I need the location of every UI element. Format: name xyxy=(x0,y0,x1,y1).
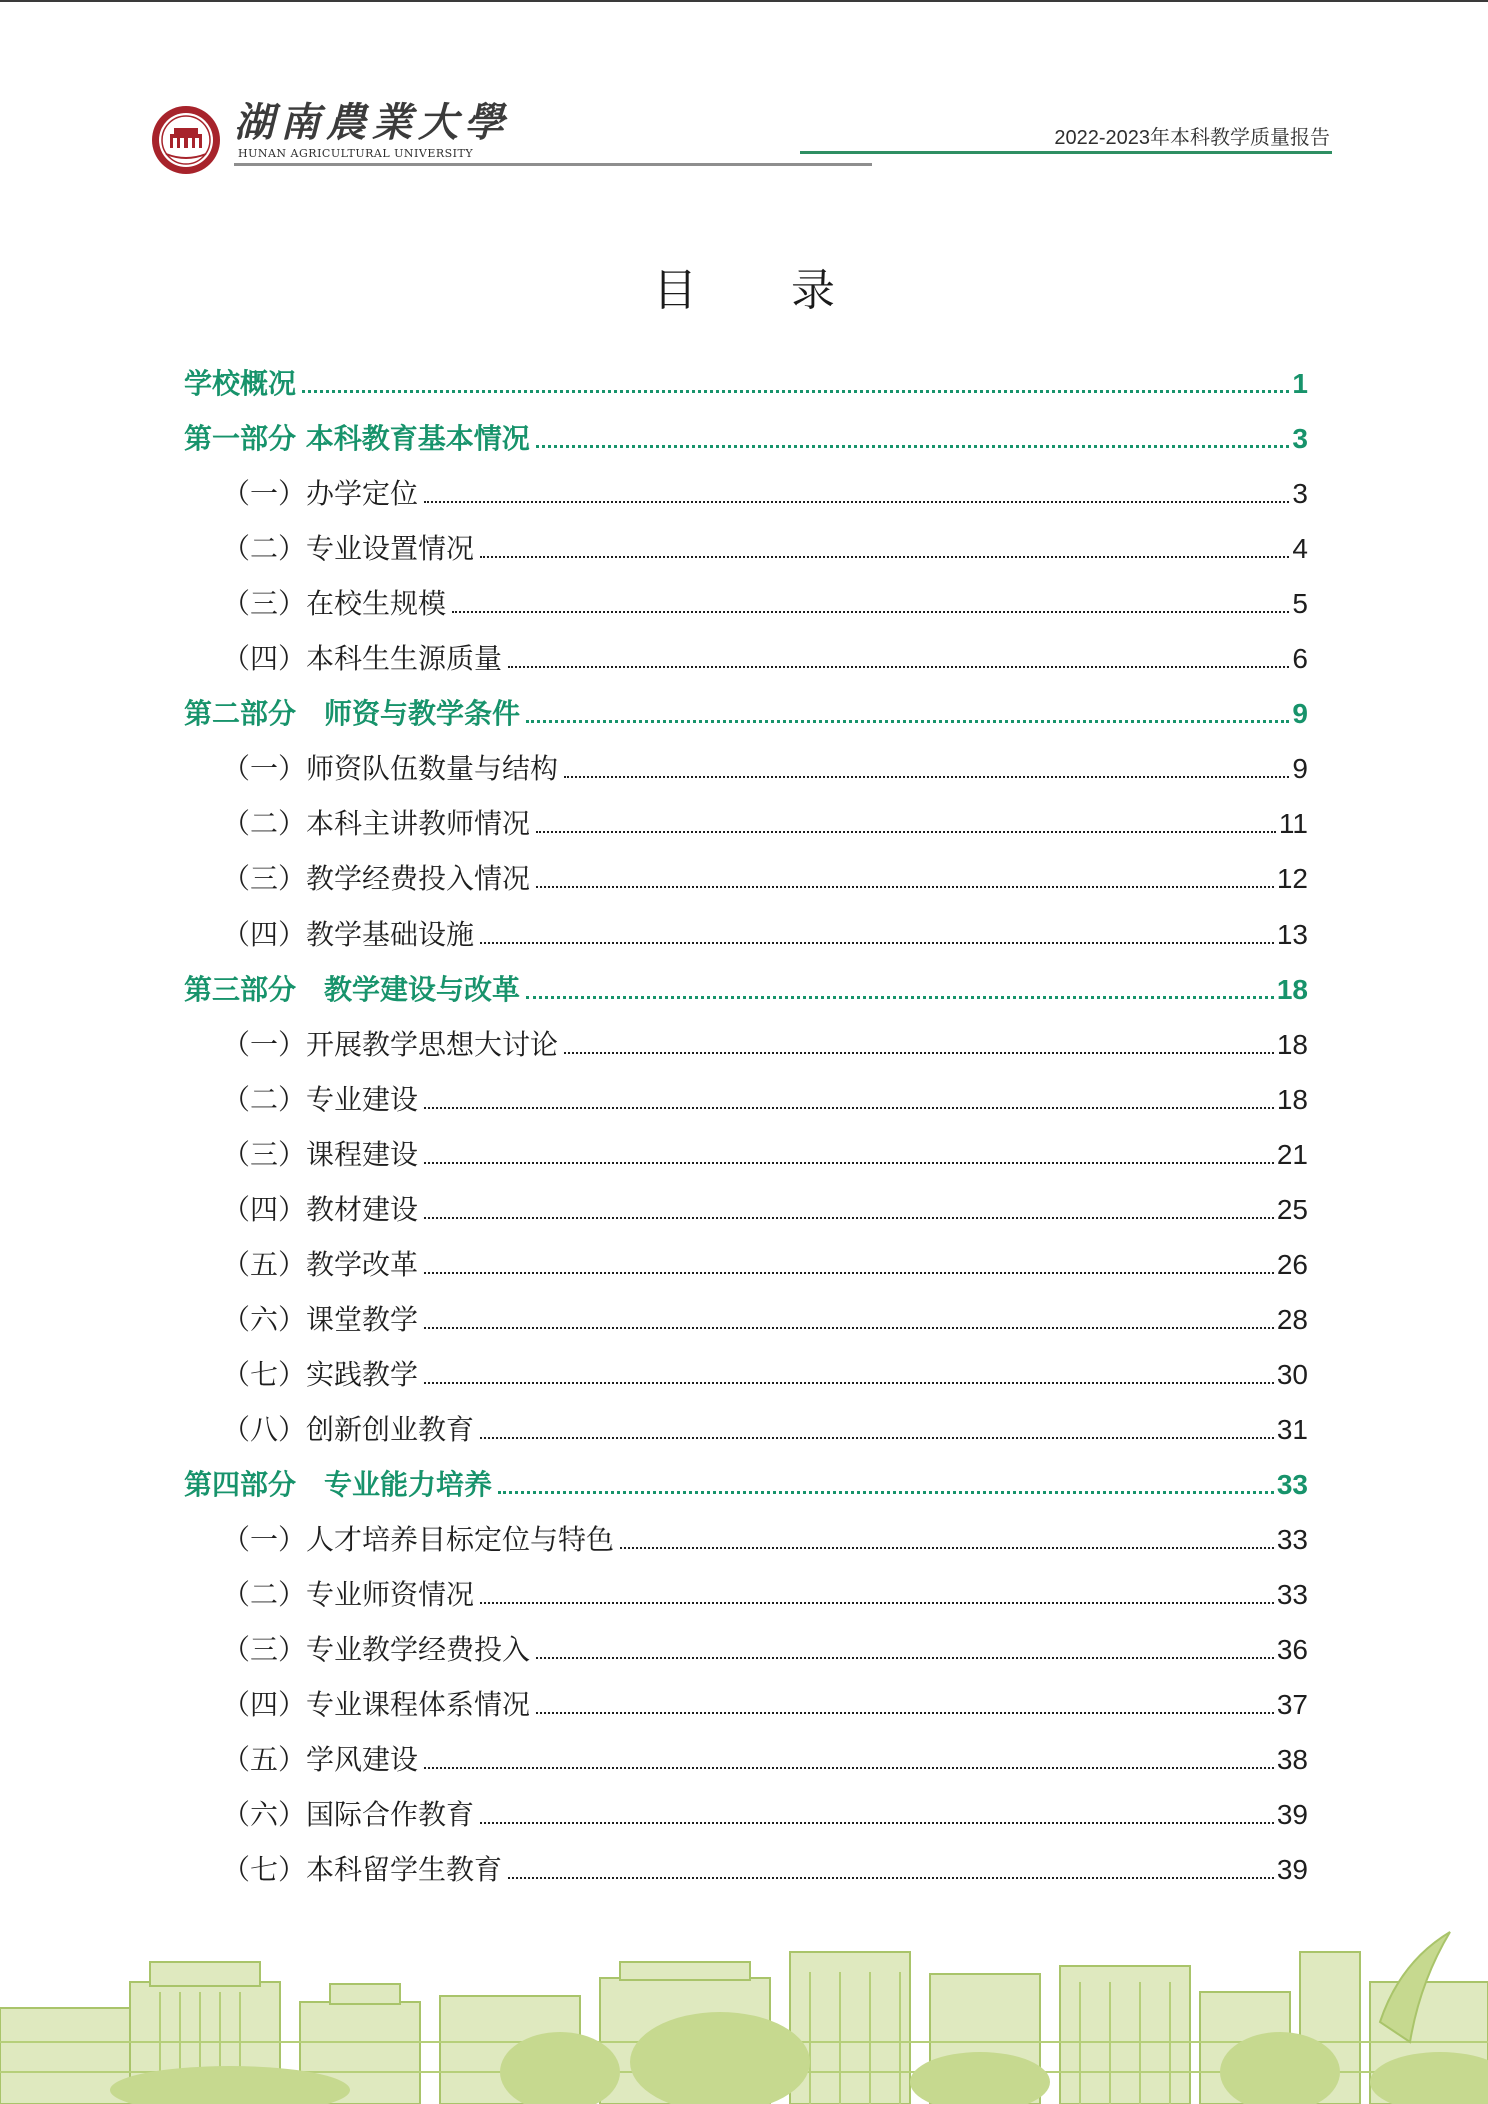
toc-page-number: 33 xyxy=(1276,1469,1308,1500)
toc-subsection-entry[interactable] xyxy=(222,802,1308,842)
toc-page-number: 4 xyxy=(1292,533,1308,564)
toc-subsection-entry[interactable] xyxy=(222,527,1308,567)
toc-page-number: 13 xyxy=(1276,919,1308,950)
toc-entry-label: （五）教学改革 xyxy=(222,1248,419,1281)
toc-entry-label: （二）本科主讲教师情况 xyxy=(222,807,531,840)
toc-page-number: 12 xyxy=(1276,863,1308,894)
toc-dot-leader xyxy=(424,1107,1274,1109)
toc-entry-label: （六）课堂教学 xyxy=(222,1303,419,1336)
toc-subsection-entry[interactable] xyxy=(222,1133,1308,1173)
toc-dot-leader xyxy=(564,776,1289,778)
toc-subsection-entry[interactable] xyxy=(222,1628,1308,1668)
toc-subsection-entry[interactable] xyxy=(222,1518,1308,1558)
toc-subsection-entry[interactable] xyxy=(222,472,1308,512)
toc-page-number: 39 xyxy=(1276,1799,1308,1830)
toc-subsection-entry[interactable] xyxy=(222,582,1308,622)
toc-entry-label: （三）教学经费投入情况 xyxy=(222,862,531,895)
toc-dot-leader xyxy=(620,1547,1274,1549)
toc-dot-leader xyxy=(302,390,1289,393)
toc-dot-leader xyxy=(424,1272,1274,1274)
toc-page-number: 37 xyxy=(1276,1689,1308,1720)
toc-page-number: 38 xyxy=(1276,1744,1308,1775)
toc-subsection-entry[interactable] xyxy=(222,637,1308,677)
toc-dot-leader xyxy=(526,720,1289,723)
toc-section-entry[interactable] xyxy=(184,968,1308,1008)
toc-dot-leader xyxy=(536,1712,1274,1714)
university-name-cn: 湖南農業大學 xyxy=(234,99,510,146)
toc-entry-label: （四）专业课程体系情况 xyxy=(222,1688,531,1721)
toc-subsection-entry[interactable] xyxy=(222,1408,1308,1448)
toc-section-entry[interactable] xyxy=(184,1463,1308,1503)
toc-entry-label: （三）在校生规模 xyxy=(222,587,447,620)
toc-dot-leader xyxy=(424,1162,1274,1164)
toc-subsection-entry[interactable] xyxy=(222,1023,1308,1063)
toc-dot-leader xyxy=(424,501,1289,503)
toc-page-number: 31 xyxy=(1276,1414,1308,1445)
toc-page-number: 21 xyxy=(1276,1139,1308,1170)
toc-entry-label: （二）专业建设 xyxy=(222,1083,419,1116)
toc-subsection-entry[interactable] xyxy=(222,1683,1308,1723)
toc-page-number: 5 xyxy=(1292,588,1308,619)
toc-entry-label: （七）实践教学 xyxy=(222,1358,419,1391)
toc-dot-leader xyxy=(536,445,1290,448)
header-rule-green xyxy=(800,151,1332,154)
toc-section-entry[interactable] xyxy=(184,692,1308,732)
toc-page-number: 39 xyxy=(1276,1854,1308,1885)
toc-entry-label: （三）专业教学经费投入 xyxy=(222,1633,531,1666)
toc-subsection-entry[interactable] xyxy=(222,857,1308,897)
toc-entry-label: 第一部分 本科教育基本情况 xyxy=(184,422,530,455)
toc-page-number: 33 xyxy=(1276,1524,1308,1555)
toc-section-entry[interactable] xyxy=(184,362,1308,402)
toc-page-number: 36 xyxy=(1276,1634,1308,1665)
toc-entry-label: （八）创新创业教育 xyxy=(222,1413,475,1446)
toc-subsection-entry[interactable] xyxy=(222,747,1308,787)
university-name-en: HUNAN AGRICULTURAL UNIVERSITY xyxy=(238,147,474,160)
toc-dot-leader xyxy=(480,1602,1274,1604)
toc-dot-leader xyxy=(536,886,1274,888)
toc-page-number: 33 xyxy=(1276,1579,1308,1610)
toc-entry-label: （四）教学基础设施 xyxy=(222,918,475,951)
toc-subsection-entry[interactable] xyxy=(222,1078,1308,1118)
toc-section-entry[interactable] xyxy=(184,417,1308,457)
toc-entry-label: 学校概况 xyxy=(184,367,297,400)
toc-subsection-entry[interactable] xyxy=(222,1353,1308,1393)
toc-entry-label: （七）本科留学生教育 xyxy=(222,1853,503,1886)
toc-page-number: 11 xyxy=(1278,808,1308,839)
toc-subsection-entry[interactable] xyxy=(222,1848,1308,1888)
toc-subsection-entry[interactable] xyxy=(222,1793,1308,1833)
toc-page-number: 9 xyxy=(1292,698,1308,729)
university-seal-icon xyxy=(150,104,222,176)
toc-entry-label: （四）教材建设 xyxy=(222,1193,419,1226)
toc-dot-leader xyxy=(452,611,1289,613)
toc-entry-label: （六）国际合作教育 xyxy=(222,1798,475,1831)
toc-subsection-entry[interactable] xyxy=(222,1738,1308,1778)
toc-dot-leader xyxy=(424,1327,1274,1329)
toc-page-number: 18 xyxy=(1276,1084,1308,1115)
toc-dot-leader xyxy=(480,1437,1274,1439)
toc-page-number: 3 xyxy=(1292,478,1308,509)
toc-page-number: 1 xyxy=(1292,368,1308,399)
toc-entry-label: （五）学风建设 xyxy=(222,1743,419,1776)
toc-dot-leader xyxy=(564,1052,1274,1054)
toc-subsection-entry[interactable] xyxy=(222,1243,1308,1283)
toc-entry-label: （二）专业设置情况 xyxy=(222,532,475,565)
toc-title: 目 录 xyxy=(653,265,875,316)
toc-subsection-entry[interactable] xyxy=(222,1573,1308,1613)
campus-illustration xyxy=(0,1922,1488,2104)
toc-page-number: 18 xyxy=(1276,974,1308,1005)
toc-entry-label: 第二部分 师资与教学条件 xyxy=(184,697,521,730)
toc-page-number: 6 xyxy=(1292,643,1308,674)
toc-entry-label: （一）师资队伍数量与结构 xyxy=(222,752,559,785)
report-title: 2022-2023年本科教学质量报告 xyxy=(1054,127,1330,149)
toc-dot-leader xyxy=(480,556,1289,558)
toc-dot-leader xyxy=(480,942,1274,944)
toc-page-number: 9 xyxy=(1292,753,1308,784)
toc-entry-label: （二）专业师资情况 xyxy=(222,1578,475,1611)
toc-page-number: 28 xyxy=(1276,1304,1308,1335)
toc-dot-leader xyxy=(536,831,1276,833)
toc-entry-label: 第三部分 教学建设与改革 xyxy=(184,973,521,1006)
toc-dot-leader xyxy=(424,1382,1274,1384)
toc-page-number: 26 xyxy=(1276,1249,1308,1280)
toc-entry-label: （四）本科生生源质量 xyxy=(222,642,503,675)
toc-dot-leader xyxy=(508,1877,1274,1879)
page-top-border xyxy=(0,0,1488,2)
toc-entry-label: （一）开展教学思想大讨论 xyxy=(222,1028,559,1061)
toc-subsection-entry[interactable] xyxy=(222,1298,1308,1338)
toc-dot-leader xyxy=(480,1822,1274,1824)
toc-entry-label: （一）办学定位 xyxy=(222,477,419,510)
toc-page-number: 25 xyxy=(1276,1194,1308,1225)
toc-page-number: 18 xyxy=(1276,1029,1308,1060)
toc-dot-leader xyxy=(508,666,1289,668)
header-rule-grey xyxy=(234,163,872,166)
toc-page-number: 30 xyxy=(1276,1359,1308,1390)
toc-subsection-entry[interactable] xyxy=(222,913,1308,953)
toc-subsection-entry[interactable] xyxy=(222,1188,1308,1228)
toc-entry-label: 第四部分 专业能力培养 xyxy=(184,1468,493,1501)
toc-dot-leader xyxy=(536,1657,1274,1659)
toc-dot-leader xyxy=(526,996,1274,999)
toc-dot-leader xyxy=(424,1217,1274,1219)
toc-entry-label: （一）人才培养目标定位与特色 xyxy=(222,1523,615,1556)
toc-page-number: 3 xyxy=(1292,423,1308,454)
toc-entry-label: （三）课程建设 xyxy=(222,1138,419,1171)
toc-dot-leader xyxy=(424,1767,1274,1769)
toc-dot-leader xyxy=(498,1491,1274,1494)
